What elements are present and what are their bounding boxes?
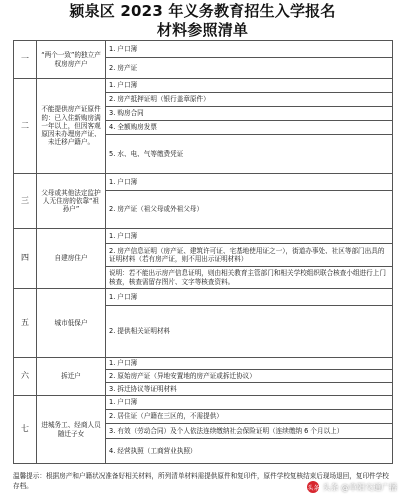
material-item: 2. 提供相关证明材料 (106, 306, 393, 358)
table-row (14, 289, 393, 306)
row-category: 拆迁户 (37, 358, 106, 396)
material-item: 1. 户口簿 (106, 174, 393, 191)
material-item: 1. 户口簿 (106, 229, 393, 244)
table-row (14, 79, 393, 93)
material-item: 4. 经营执照（工商营业执照） (106, 439, 393, 464)
row-category: 不能提供房产证原件的：已入住新购房满一年以上，但因客观原因未办理房产证、未迁移户籍户。 (37, 79, 106, 174)
row-category: 父母或其他法定监护人无住房的依靠“祖孙户” (37, 174, 106, 229)
row-number: 一 (14, 41, 37, 79)
row-number: 二 (14, 79, 37, 174)
title-line-2: 材料参照清单 (156, 21, 249, 39)
material-item: 1. 户口簿 (106, 358, 393, 370)
row-number: 三 (14, 174, 37, 229)
material-item: 2. 房产证 (106, 58, 393, 79)
page-title (0, 2, 405, 40)
toutiao-logo-icon: 头条 (307, 481, 319, 493)
material-item: 2. 房产抵押证明（银行盖章原件） (106, 93, 393, 107)
table-row (14, 229, 393, 244)
table-row (14, 358, 393, 370)
material-item: 5. 水、电、气等缴费凭证 (106, 135, 393, 174)
material-item: 2. 居住证（户籍在三区的，不需提供） (106, 410, 393, 424)
material-item: 3. 购房合同 (106, 107, 393, 121)
material-item: 1. 户口簿 (106, 41, 393, 58)
material-item: 1. 户口簿 (106, 79, 393, 93)
row-category: “两个一致”的独立产权房房产户 (37, 41, 106, 79)
material-item: 2. 原始房产证（异地安置地的房产证或拆迁协议） (106, 370, 393, 383)
material-item: 2. 房产信息证明（房产证、建筑许可证、宅基地使用证之一），街道办事处、社区等部门出具的证明材料（若有房产证，则不用出示证明材料） (106, 244, 393, 267)
materials-table (13, 40, 393, 464)
watermark (307, 480, 397, 494)
row-category: 进城务工、经商人员随迁子女 (37, 396, 106, 464)
row-number: 五 (14, 289, 37, 358)
row-category: 城市低保户 (37, 289, 106, 358)
row-number: 六 (14, 358, 37, 396)
table-row (14, 396, 393, 410)
table-row (14, 174, 393, 191)
material-item: 1. 户口簿 (106, 289, 393, 306)
row-category: 自建房住户 (37, 229, 106, 289)
material-item: 3. 有效（劳动合同）及个人依法连续缴纳社会保险证明（连续缴纳 6 个月以上） (106, 424, 393, 439)
material-item: 说明：若不能出示房产信息证明，则由相关教育主管部门和相关学校组织联合核查小组进行上门核查，核查需留存图片、文字等核查资料。 (106, 267, 393, 289)
material-item: 2. 房产证（祖父母或外祖父母） (106, 191, 393, 229)
material-item: 4. 全额购房发票 (106, 121, 393, 135)
title-line-1: 颍泉区 2023 年义务教育招生入学报名 (69, 2, 336, 20)
row-number: 七 (14, 396, 37, 464)
row-number: 四 (14, 229, 37, 289)
reminder-note: 温馨提示：根据房产和户籍状况准备好相关材料，所列清单材料需提供原件和复印件，原件学校复核结束后现场退回，复印件学校存档。 (13, 472, 389, 490)
material-item: 3. 拆迁协议等证明材料 (106, 383, 393, 396)
material-item: 1. 户口簿 (106, 396, 393, 410)
table-row (14, 41, 393, 58)
watermark-text: 头条 @阜阳交通广播 (322, 482, 397, 492)
